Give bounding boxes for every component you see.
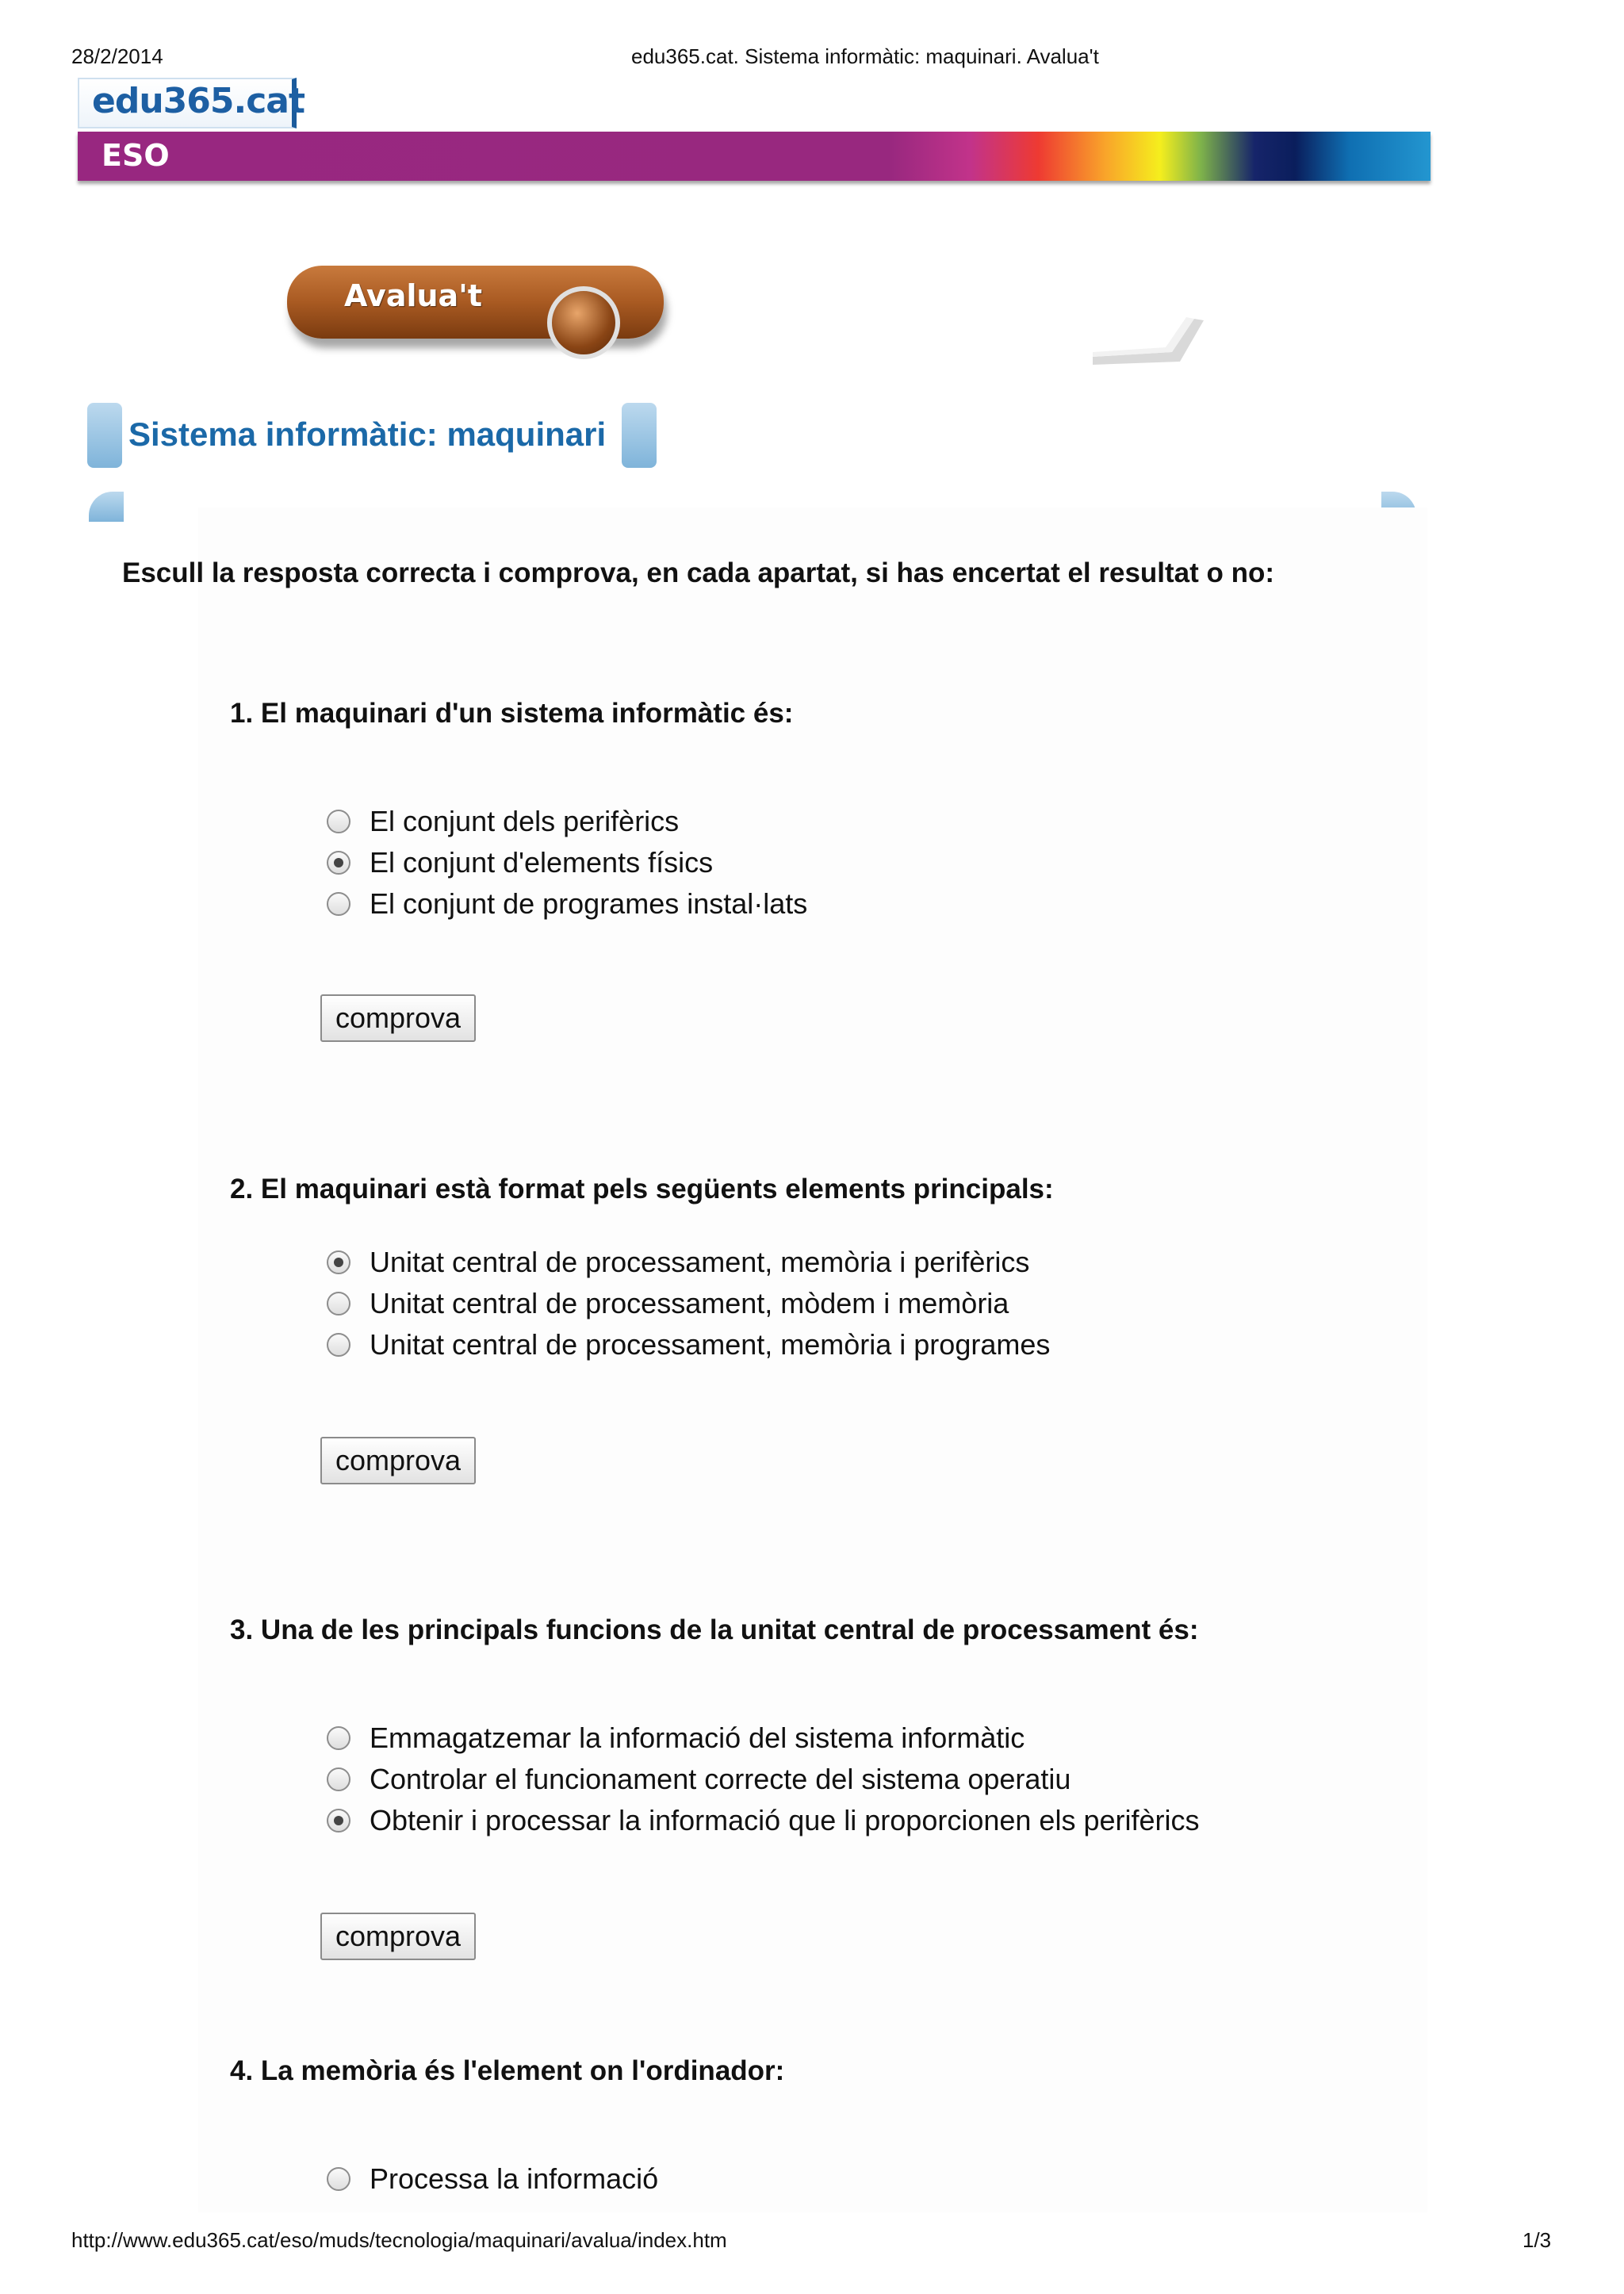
question-2: 2. El maquinari està format pels següents elements principals:	[230, 1174, 1054, 1204]
radio-button[interactable]	[327, 1292, 350, 1316]
q2-option-3[interactable]	[327, 1326, 1050, 1364]
radio-button-checked[interactable]	[327, 1809, 350, 1833]
edu365-logo[interactable]	[78, 78, 305, 128]
radio-button-checked[interactable]	[327, 1250, 350, 1274]
print-date: 28/2/2014	[71, 44, 163, 68]
eso-label: ESO	[102, 138, 170, 173]
instructions-text: Escull la resposta correcta i comprova, en cada apartat, si has encertat el resultat o no:	[122, 557, 1275, 588]
q3-option-3[interactable]	[327, 1802, 1199, 1840]
orb-icon	[547, 286, 620, 359]
option-label: El conjunt dels perifèrics	[370, 805, 680, 837]
comprova-button-1[interactable]: comprova	[320, 994, 476, 1042]
option-label: Controlar el funcionament correcte del sistema operatiu	[370, 1763, 1071, 1795]
q3-option-2[interactable]	[327, 1760, 1071, 1798]
tab-right-decoration	[622, 403, 657, 468]
q1-option-2[interactable]	[327, 844, 713, 882]
title-panel	[87, 403, 657, 468]
radio-button[interactable]	[327, 892, 350, 916]
question-3: 3. Una de les principals funcions de la unitat central de processament és:	[230, 1614, 1199, 1645]
option-label: Unitat central de processament, mòdem i memòria	[370, 1287, 1009, 1319]
radio-button[interactable]	[327, 1767, 350, 1791]
q1-option-1[interactable]	[327, 802, 679, 841]
avalua-banner	[287, 266, 664, 339]
option-label: Unitat central de processament, memòria i programes	[370, 1328, 1051, 1361]
comprova-button-3[interactable]: comprova	[320, 1913, 476, 1960]
q2-option-2[interactable]	[327, 1285, 1009, 1323]
question-1: 1. El maquinari d'un sistema informàtic és:	[230, 698, 794, 729]
comprova-button-2[interactable]: comprova	[320, 1437, 476, 1484]
radio-button[interactable]	[327, 810, 350, 833]
option-label: Processa la informació	[370, 2162, 659, 2195]
radio-button-checked[interactable]	[327, 851, 350, 875]
logo-text: edu365.cat	[92, 81, 305, 121]
option-label: El conjunt de programes instal·lats	[370, 887, 808, 920]
option-label: Obtenir i processar la informació que li proporcionen els perifèrics	[370, 1804, 1200, 1836]
radio-button[interactable]	[327, 1333, 350, 1357]
print-url: http://www.edu365.cat/eso/muds/tecnologia/maquinari/avalua/index.htm	[71, 2228, 727, 2252]
option-label: Emmagatzemar la informació del sistema informàtic	[370, 1721, 1025, 1754]
question-4: 4. La memòria és l'element on l'ordinador:	[230, 2055, 785, 2086]
tab-left-decoration	[87, 403, 122, 468]
eso-banner-bar	[78, 132, 1431, 181]
print-page-title: edu365.cat. Sistema informàtic: maquinari. Avalua't	[631, 44, 1099, 68]
panel-corner-left	[89, 492, 124, 522]
page-title: Sistema informàtic: maquinari	[128, 416, 607, 453]
option-label: Unitat central de processament, memòria i perifèrics	[370, 1246, 1030, 1278]
option-label: El conjunt d'elements físics	[370, 846, 714, 879]
radio-button[interactable]	[327, 2167, 350, 2191]
q2-option-1[interactable]	[327, 1243, 1029, 1281]
q4-option-1[interactable]	[327, 2160, 658, 2198]
q1-option-3[interactable]	[327, 885, 807, 923]
print-page-number: 1/3	[1522, 2228, 1552, 2252]
swoosh-decoration	[1093, 317, 1204, 373]
q3-option-1[interactable]	[327, 1719, 1025, 1757]
radio-button[interactable]	[327, 1726, 350, 1750]
avalua-label: Avalua't	[344, 278, 482, 313]
